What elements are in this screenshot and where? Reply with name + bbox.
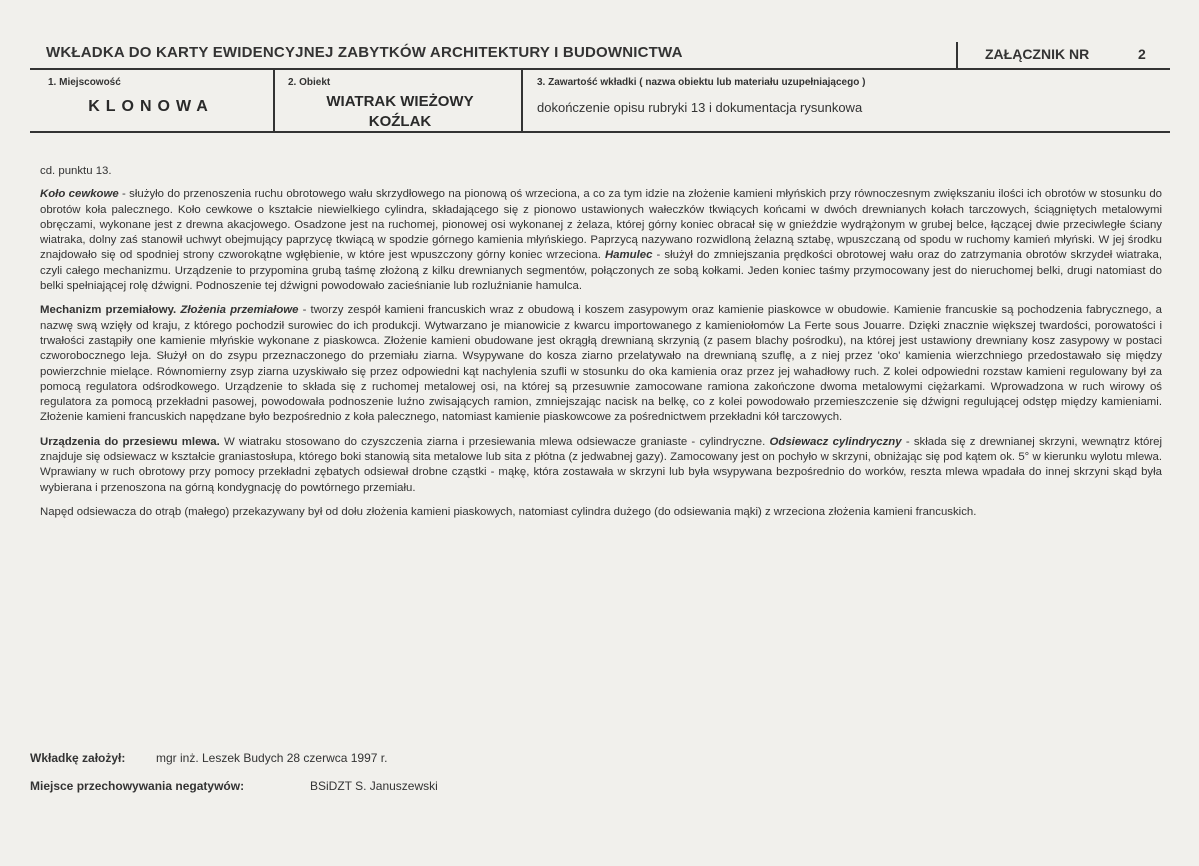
heading-mechanizm: Mechanizm przemiałowy. (40, 304, 177, 317)
place-label: 1. Miejscowość (48, 77, 121, 88)
header-bottom-rule (30, 131, 1170, 133)
paragraph-text: W wiatraku stosowano do czyszczenia ziarna i przesiewania mlewa odsiewacze graniaste - cylindryczne. (219, 435, 770, 448)
author-label: Wkładkę założył: (30, 751, 126, 765)
paragraph-text: - składa się z drewnianej skrzyni, wewnątrz której znajduje się odsiewacz w kształcie graniastosłupa, którego boki stanowią sita metalowe lub sita z płótna (z jedwabnej gazy). Zamocowany jest on pochyło w skrzyni, obniżając się pod kątem ok. 5° w kierunku wylotu mlewa. Wprawiany w ruch obrotowy przy pomocy przekładni zębatych odsiewał drobne cząstki - mąkę, która zostawała w skrzyni lub była wsypywana bezpośrednio do worków, reszta mlewa wpadała do innej skrzyni skąd była wybierana i przenoszona na górną kondygnację do powtórnego przemiału. (40, 435, 1162, 494)
field-divider-1 (273, 70, 275, 132)
negatives-label: Miejsce przechowywania negatywów: (30, 779, 245, 793)
body-text (40, 164, 1162, 529)
document-title: WKŁADKA DO KARTY EWIDENCYJNEJ ZABYTKÓW ARCHITEKTURY I BUDOWNICTWA (46, 44, 683, 61)
paragraph-kolo-cewkowe (40, 187, 1162, 294)
paragraph-text: - służył do zmniejszania prędkości obrotowej wału oraz do zatrzymania obrotów skrzydeł wiatraka, czyli całego mechanizmu. Urządzenie to przypomina grubą taśmę złożoną z kilku drewnianych segmentów, połączonych ze sobą kołkami. Jeden koniec taśmy przymocowany jest do nieruchomej belki, drugi natomiast do belki spełniającej rolę dźwigni. Podnoszenie tej dźwigni powodowało zacieśnianie lub rozluźnianie hamulca. (40, 249, 1162, 293)
place-value: KLONOWA (88, 98, 214, 115)
intro-line: cd. punktu 13. (40, 165, 112, 177)
term-hamulec: Hamulec (604, 249, 653, 262)
object-value (282, 92, 518, 132)
footer-negatives-row (30, 779, 438, 793)
footer-author-row (30, 751, 387, 765)
annex-divider (956, 42, 958, 70)
object-value-line1: WIATRAK WIEŻOWY (326, 93, 474, 110)
header-top-rule (30, 68, 1170, 70)
term-odsiewacz: Odsiewacz cylindryczny (769, 435, 902, 448)
author-value: mgr inż. Leszek Budych 28 czerwca 1997 r. (156, 751, 388, 765)
object-label: 2. Obiekt (288, 77, 331, 88)
paragraph-przesiew (40, 435, 1162, 496)
term-zlozenia: Złożenia przemiałowe (180, 304, 299, 317)
negatives-value: BSiDZT S. Januszewski (310, 779, 438, 793)
content-value: dokończenie opisu rubryki 13 i dokumentacja rysunkowa (537, 100, 863, 115)
paragraph-mechanizm (40, 303, 1162, 425)
content-label: 3. Zawartość wkładki ( nazwa obiektu lub materiału uzupełniającego ) (537, 77, 866, 88)
annex-label: ZAŁĄCZNIK NR (985, 46, 1090, 62)
heading-przesiew: Urządzenia do przesiewu mlewa. (40, 435, 220, 448)
annex-number: 2 (1138, 46, 1146, 62)
field-divider-2 (521, 70, 523, 132)
term-kolo-cewkowe: Koło cewkowe (40, 188, 119, 201)
object-value-line2: KOŹLAK (368, 113, 432, 130)
paragraph-naped: Napęd odsiewacza do otrąb (małego) przekazywany był od dołu złożenia kamieni piaskowych, natomiast cylindra dużego (do odsiewania mąki) z wrzeciona złożenia kamieni francuskich. (40, 505, 977, 518)
paragraph-text: - służyło do przenoszenia ruchu obrotowego wału skrzydłowego na pionową oś wrzeciona, a co za tym idzie na złożenie kamieni młyńskich przy równoczesnym zwiększaniu ilości ich obrotów w stosunku do obrotów koła palecznego. Koło cewkowe o kształcie niewielkiego cylindra, składającego się z pionowo ustawionych wałeczków tkwiących końcami w dwóch drewnianych kołach tarczowych, ściągniętych metalowymi obręczami, wykonane jest z drewna akacjowego. Osadzone jest na ruchomej, pionowej osi wykonanej z żelaza, której górny koniec obracał się w gnieździe wydrążonym w grubej belce, łączącej dwie przeciwległe ściany wiatraka, dolny zaś stanowił uchwyt obejmujący paprzycę tkwiącą w spodzie górnego kamienia młyńskiego. Paprzycą nazywano rozwidloną żelazną sztabę, wpuszczaną od spodu w ruchomy kamień młyński. W jej środku znajdowało się od spodniej strony czworokątne wgłębienie, w które jest wpuszczony górny koniec wrzeciona. (40, 188, 1162, 262)
paragraph-text: - tworzy zespół kamieni francuskich wraz z obudową i koszem zasypowym oraz kamienie piaskowce w obudowie. Kamienie francuskie są pochodzenia fabrycznego, a nazwę swą wzięły od kraju, z którego pochodził surowiec do ich produkcji. Wytwarzano je mianowicie z kwarcu importowanego z kamieniołomów La Ferte sous Jouarre. Dzięki znacznie większej twardości, porowatości i trwałości zastąpiły one kamienie młyńskie wykonane z piaskowca. Złożenie kamieni obudowane jest okrągłą drewnianą skrzynią (z pasem blachy pośrodku), na której jest ustawiony drewniany kosz zasypowy w postaci czworobocznego leja. Służył on do zsypu przeznaczonego do przemiału ziarna. Wsypywane do kosza ziarno przelatywało na drewnianą szuflę, a z niej przez 'oko' kamienia wierzchniego przedostawało się między powierzchnie mielące. Równomierny zsyp ziarna uzyskiwało się przez odpowiedni kąt nachylenia szufli w stosunku do oka kamienia oraz przez jej wahadłowy ruch. Z kolei odpowiedni rozstaw kamieni regulowany był za pomocą regulatora odśrodkowego. Urządzenie to składa się z ruchomej metalowej osi, na której są przesuwnie zamocowane ramiona zakończone dwoma metalowymi ciężarkami. Wprowadzona w ruch wirowy oś regulatora za pomocą przekładni pasowej, powodowała podnoszenie luźno zwisających ramion, zmniejszając nacisk na belkę, co z kolei powodowało przemieszczenie się dźwigni regulującej odstęp między kamieniami. Złożenie kamieni francuskich napędzane było bezpośrednio z koła palecznego, natomiast kamienie piaskowcowe za pośrednictwem przekładni kół tarczowych. (40, 304, 1162, 424)
